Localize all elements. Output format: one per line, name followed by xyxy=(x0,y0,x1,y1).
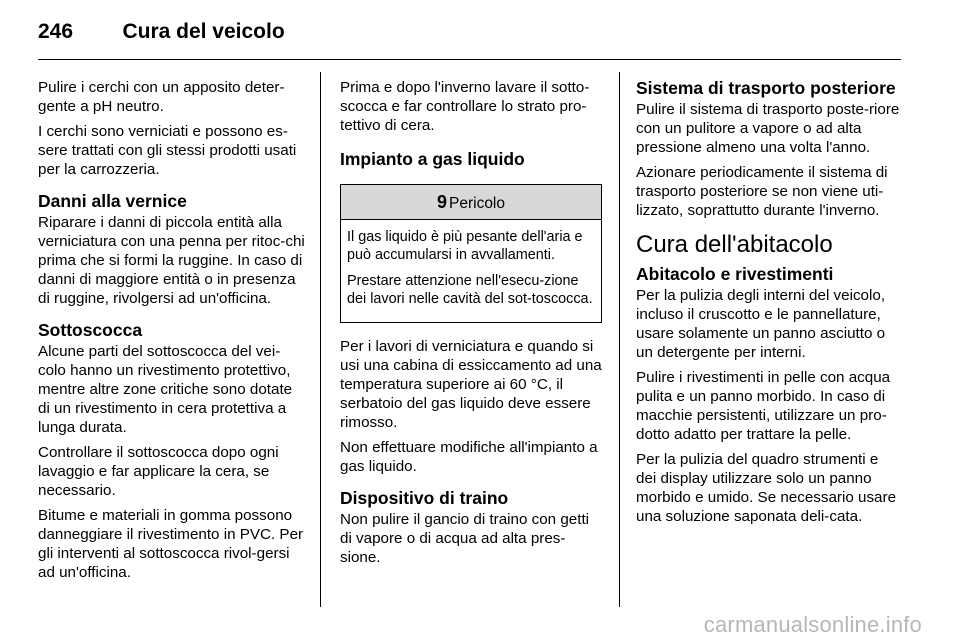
heading-paint-damage: Danni alla vernice xyxy=(38,191,187,211)
heading-underbody: Sottoscocca xyxy=(38,320,143,340)
paragraph-wheels-cleaning: Pulire i cerchi con un apposito deter-gente a pH neutro. xyxy=(38,79,285,115)
header-divider xyxy=(38,59,901,60)
page-number: 246 xyxy=(38,20,74,43)
page-header xyxy=(38,20,285,48)
paragraph-lpg-painting: Per i lavori di verniciatura e quando si usi una cabina di essiccamento ad una temperatura superiore ai 60 °C, il serbatoio del gas liquido deve essere rimosso. xyxy=(340,338,602,431)
paragraph-underbody-check: Controllare il sottoscocca dopo ogni lavaggio e far applicare la cera, se necessario. xyxy=(38,444,279,499)
page-title: Cura del veicolo xyxy=(122,20,285,43)
danger-warning-title: Pericolo xyxy=(449,195,505,212)
paragraph-rear-carrier-clean: Pulire il sistema di trasporto poste-riore con un pulitore a vapore o ad alta pressione almeno una volta l'anno. xyxy=(636,101,900,156)
paragraph-underbody-winter: Prima e dopo l'inverno lavare il sotto-scocca e far controllare lo strato pro-tettivo di cera. xyxy=(340,79,590,134)
watermark: carmanualsonline.info xyxy=(703,612,922,637)
heading-cabin-trim: Abitacolo e rivestimenti xyxy=(636,264,834,284)
heading-interior-care: Cura dell'abitacolo xyxy=(636,231,833,258)
paragraph-lpg-modifications: Non effettuare modifiche all'impianto a gas liquido. xyxy=(340,439,598,475)
paragraph-wheels-paint: I cerchi sono verniciati e possono es-sere trattati con gli stessi prodotti usati per la carrozzeria. xyxy=(38,123,297,178)
column-1 xyxy=(38,78,306,588)
heading-towing-device: Dispositivo di traino xyxy=(340,488,509,508)
column-3 xyxy=(636,78,902,532)
paragraph-towing-device: Non pulire il gancio di traino con getti di vapore o di acqua ad alta pres-sione. xyxy=(340,511,590,566)
column-divider-2 xyxy=(619,72,620,607)
heading-rear-carrier: Sistema di trasporto posteriore xyxy=(636,78,896,98)
column-2 xyxy=(340,78,602,573)
danger-icon: 9 xyxy=(436,192,447,212)
paragraph-rear-carrier-operate: Azionare periodicamente il sistema di trasporto posteriore se non viene uti-lizzato, soprattutto durante l'inverno. xyxy=(636,164,888,219)
column-divider-1 xyxy=(320,72,321,607)
paragraph-leather-cleaning: Pulire i rivestimenti in pelle con acqua pulita e un panno morbido. In caso di macchie persistenti, utilizzare un pro-dotto adatto per trattare la pelle. xyxy=(636,369,891,443)
paragraph-underbody-bitumen: Bitume e materiali in gomma possono danneggiare il rivestimento in PVC. Per gli interventi al sottoscocca rivol-gersi ad un'officina. xyxy=(38,507,304,581)
paragraph-display-cleaning: Per la pulizia del quadro strumenti e dei display utilizzare solo un panno morbido e umido. Se necessario usare una soluzione saponata deli-cata. xyxy=(636,451,897,525)
paragraph-paint-damage: Riparare i danni di piccola entità alla verniciatura con una penna per ritoc-chi prima che si formi la ruggine. In caso di danni di maggiore entità o in presenza di ruggine, rivolgersi ad un'officina. xyxy=(38,214,305,307)
paragraph-underbody-coating: Alcune parti del sottoscocca del vei-colo hanno un rivestimento protettivo, mentre altre zone critiche sono dotate di un rivestimento in cera protettiva a lunga durata. xyxy=(38,343,293,436)
danger-warning-body xyxy=(341,220,601,322)
warning-paragraph-gas-heavier: Il gas liquido è più pesante dell'aria e può accumularsi in avvallamenti. xyxy=(347,229,583,263)
danger-warning-box xyxy=(340,184,602,323)
paragraph-interior-cleaning: Per la pulizia degli interni del veicolo, incluso il cruscotto e le pannellature, usare solamente un panno asciutto o un detergente per interni. xyxy=(636,287,886,361)
heading-lpg-system: Impianto a gas liquido xyxy=(340,149,525,169)
danger-warning-header xyxy=(341,185,601,220)
warning-paragraph-caution: Prestare attenzione nell'esecu-zione dei lavori nelle cavità del sot-toscocca. xyxy=(347,273,593,307)
